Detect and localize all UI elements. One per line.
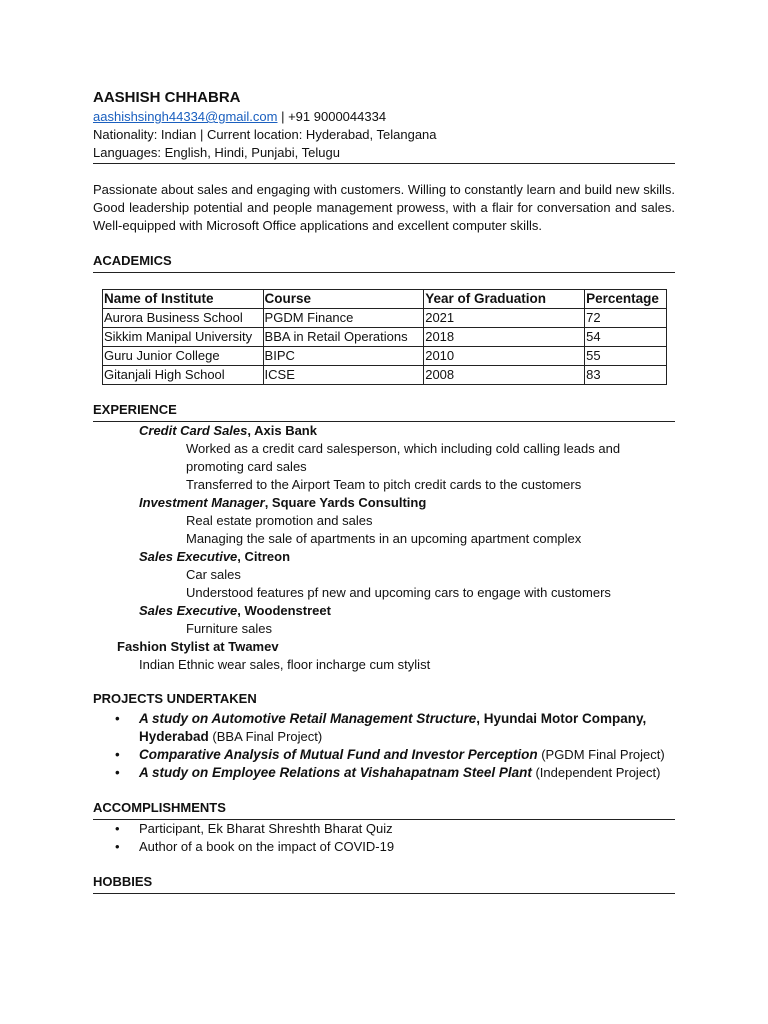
table-cell: ICSE bbox=[263, 366, 424, 385]
job-duty: Managing the sale of apartments in an upcoming apartment complex bbox=[186, 531, 582, 546]
table-cell: BBA in Retail Operations bbox=[263, 328, 424, 347]
experience-list bbox=[93, 422, 675, 674]
job-role: Sales Executive bbox=[139, 549, 238, 564]
hobbies-title: HOBBIES bbox=[93, 873, 675, 894]
contact-line bbox=[93, 108, 675, 126]
projects-title-text: PROJECTS UNDERTAKEN bbox=[93, 691, 257, 706]
job-role: Credit Card Sales bbox=[139, 423, 248, 438]
table-row bbox=[103, 328, 667, 347]
table-row bbox=[103, 366, 667, 385]
job-org: , Axis Bank bbox=[247, 423, 317, 438]
job-role: Investment Manager bbox=[139, 495, 265, 510]
job-org: , Square Yards Consulting bbox=[264, 495, 427, 510]
table-cell: 55 bbox=[585, 347, 667, 366]
job-heading bbox=[139, 548, 675, 566]
table-cell: 2008 bbox=[424, 366, 585, 385]
project-note: (BBA Final Project) bbox=[208, 729, 323, 744]
email-link[interactable]: aashishsingh44334@gmail.com bbox=[93, 109, 278, 124]
summary-paragraph: Passionate about sales and engaging with customers. Willing to constantly learn and build new skills. Good leadership potential and people management prowess, with a flair for conversation and sales. Well-equipped with Microsoft Office applications and excellent computer skills. bbox=[93, 182, 675, 233]
bullet-icon: • bbox=[115, 839, 120, 854]
project-title: Comparative Analysis of Mutual Fund and Investor Perception bbox=[139, 747, 538, 762]
job-heading bbox=[139, 422, 675, 440]
table-row bbox=[103, 347, 667, 366]
table-cell: 72 bbox=[585, 309, 667, 328]
accomplishments-list bbox=[93, 820, 675, 856]
projects-title bbox=[93, 690, 675, 710]
project-title: A study on Automotive Retail Management Structure bbox=[139, 711, 477, 726]
table-cell: BIPC bbox=[263, 347, 424, 366]
job-heading bbox=[139, 494, 675, 512]
table-cell: 2021 bbox=[424, 309, 585, 328]
job-org: , Woodenstreet bbox=[237, 603, 331, 618]
table-cell: Gitanjali High School bbox=[103, 366, 264, 385]
bullet-icon: • bbox=[115, 765, 120, 780]
experience-title: EXPERIENCE bbox=[93, 401, 675, 422]
header-block bbox=[93, 88, 675, 164]
table-row bbox=[103, 309, 667, 328]
contact-separator: | bbox=[277, 109, 289, 124]
project-title: A study on Employee Relations at Vishahapatnam Steel Plant bbox=[139, 765, 532, 780]
languages-line: Languages: English, Hindi, Punjabi, Telugu bbox=[93, 144, 675, 164]
job-duty: Worked as a credit card salesperson, which including cold calling leads and promoting card sales bbox=[186, 441, 621, 474]
table-header-cell: Name of Institute bbox=[103, 290, 264, 309]
job-role: Sales Executive bbox=[139, 603, 238, 618]
table-cell: PGDM Finance bbox=[263, 309, 424, 328]
job-duty: Transferred to the Airport Team to pitch credit cards to the customers bbox=[186, 477, 582, 492]
list-item bbox=[93, 746, 675, 764]
table-cell: 83 bbox=[585, 366, 667, 385]
job-duty: Furniture sales bbox=[186, 621, 272, 636]
table-cell: Sikkim Manipal University bbox=[103, 328, 264, 347]
job-duty: Car sales bbox=[186, 567, 241, 582]
project-org: , Hyundai Motor Company, Hyderabad bbox=[139, 711, 647, 744]
job-heading bbox=[139, 602, 675, 620]
accomplishments-title: ACCOMPLISHMENTS bbox=[93, 799, 675, 820]
project-note: (Independent Project) bbox=[531, 765, 661, 780]
academics-title: ACADEMICS bbox=[93, 252, 675, 273]
table-header-cell: Course bbox=[263, 290, 424, 309]
table-cell: Aurora Business School bbox=[103, 309, 264, 328]
job-duty: Indian Ethnic wear sales, floor incharge cum stylist bbox=[139, 657, 431, 672]
table-cell: Guru Junior College bbox=[103, 347, 264, 366]
job-duty: Understood features pf new and upcoming cars to engage with customers bbox=[186, 585, 611, 600]
bullet-icon: • bbox=[115, 747, 120, 762]
project-note: (PGDM Final Project) bbox=[537, 747, 665, 762]
accomplishment-text: Participant, Ek Bharat Shreshth Bharat Quiz bbox=[139, 821, 393, 836]
table-cell: 54 bbox=[585, 328, 667, 347]
nationality-line: Nationality: Indian | Current location: Hyderabad, Telangana bbox=[93, 127, 437, 142]
phone-number: +91 9000044334 bbox=[288, 109, 387, 124]
table-cell: 2010 bbox=[424, 347, 585, 366]
table-cell: 2018 bbox=[424, 328, 585, 347]
academics-table bbox=[102, 289, 667, 385]
resume-content bbox=[93, 88, 675, 894]
projects-list bbox=[93, 710, 675, 782]
job-duty: Real estate promotion and sales bbox=[186, 513, 373, 528]
bullet-icon: • bbox=[115, 821, 120, 836]
job-heading: Fashion Stylist at Twamev bbox=[117, 639, 279, 654]
bullet-icon: • bbox=[115, 711, 120, 726]
table-header-row bbox=[103, 290, 667, 309]
job-org: , Citreon bbox=[237, 549, 291, 564]
list-item bbox=[93, 710, 675, 746]
candidate-name: AASHISH CHHABRA bbox=[93, 89, 241, 106]
list-item bbox=[93, 838, 675, 856]
list-item bbox=[93, 764, 675, 782]
list-item bbox=[93, 820, 675, 838]
accomplishment-text: Author of a book on the impact of COVID-19 bbox=[139, 839, 395, 854]
table-header-cell: Percentage bbox=[585, 290, 667, 309]
table-header-cell: Year of Graduation bbox=[424, 290, 585, 309]
